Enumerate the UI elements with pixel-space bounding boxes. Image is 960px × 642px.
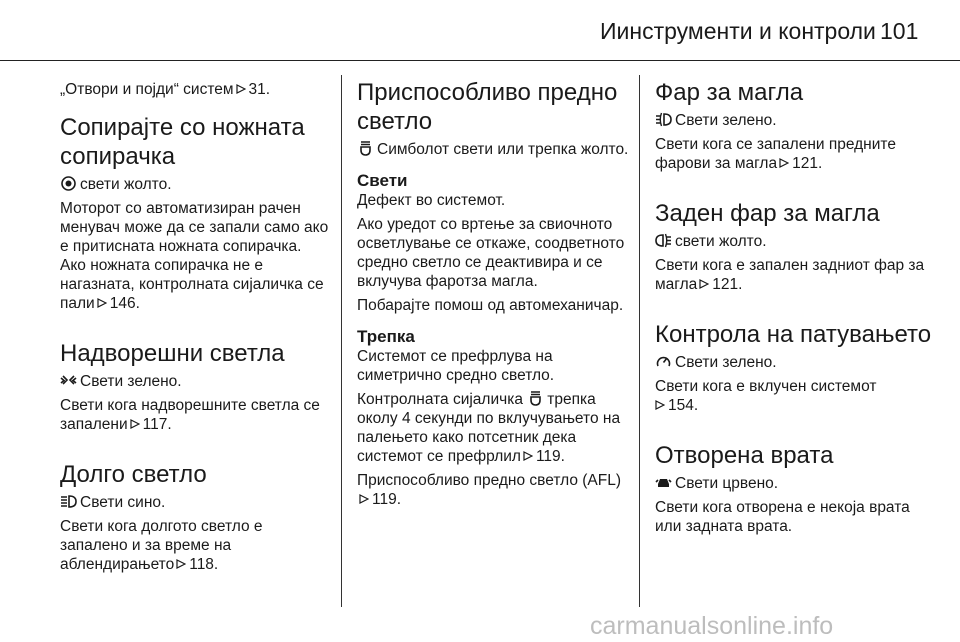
section-title: Долго светло [60, 461, 207, 488]
paragraph: Дефект во системот. [357, 192, 506, 209]
section-body: Моторот со автоматизиран рачен менувач може да се запали само ако е притисната ножната сопирачка. Ако ножната сопирачка не е нагазната, контролната сијаличка се пали 146. [60, 200, 329, 312]
section-title: Контрола на патувањето [655, 321, 932, 348]
section-title: Фар за магла [655, 79, 804, 106]
indicator-line: Свети црвено. [655, 474, 935, 493]
section-footbrake [60, 113, 330, 313]
front-fog-light-icon [655, 112, 672, 127]
indicator-line: Свети зелено. [655, 353, 935, 372]
section-rear-fog-light [655, 199, 935, 294]
door-open-icon [655, 475, 672, 490]
indicator-line: свети жолто. [655, 232, 935, 251]
section-body: Свети кога е запален задниот фар за магла 121. [655, 257, 925, 293]
watermark: carmanualsonline.info [590, 612, 834, 640]
section-body: Свети кога се запалени предните фарови за магла 121. [655, 136, 896, 172]
cross-reference-arrow-icon [523, 451, 533, 461]
section-fog-lights [655, 78, 935, 173]
adaptive-lighting-icon [357, 141, 374, 156]
cross-reference-arrow-icon [699, 279, 709, 289]
section-body: Свети кога отворена е некоја врата или задната врата. [655, 499, 910, 535]
section-title: Сопирајте со ножната сопирачка [60, 114, 305, 170]
adaptive-lighting-icon [527, 391, 544, 406]
exterior-lights-icon [60, 373, 77, 388]
section-door-open [655, 441, 935, 536]
column-divider [341, 75, 342, 607]
subsection-title: Свети [357, 171, 408, 190]
rear-fog-light-icon [655, 233, 672, 248]
section-title: Отворена врата [655, 442, 834, 469]
indicator-line: свети жолто. [60, 175, 330, 194]
section-body: Свети кога е вклучен системот 154. [655, 378, 877, 414]
section-body: Свети кога долгото светло е запалено и за време на аблендирањето 118. [60, 518, 263, 573]
section-title: Заден фар за магла [655, 200, 880, 227]
header-rule [0, 60, 960, 61]
column-divider [639, 75, 640, 607]
subsection-title: Трепка [357, 327, 415, 346]
section-title: Надворешни светла [60, 340, 285, 367]
section-cruise-control [655, 320, 935, 415]
cross-reference-arrow-icon [655, 400, 665, 410]
brake-pedal-icon [60, 176, 77, 191]
section-high-beam [60, 460, 330, 574]
cross-reference-arrow-icon [97, 298, 107, 308]
intro-line: „Отвори и појди“ систем 31. [60, 81, 271, 98]
section-title: Приспособливо предно светло [357, 79, 618, 135]
paragraph: Приспособливо предно светло (AFL)119. [357, 472, 621, 508]
cross-reference-arrow-icon [236, 84, 246, 94]
column-3 [655, 68, 935, 562]
indicator-line: Симболот свети или трепка жолто. [357, 140, 629, 159]
page-number: 101 [880, 18, 919, 44]
running-header-title: Иинструменти и контроли [600, 18, 876, 44]
section-exterior-lights [60, 339, 330, 434]
cross-reference-arrow-icon [779, 158, 789, 168]
paragraph: Контролната сијаличка трепка околу 4 секунди по вклучувањето на палењето како потсетник дека системот се префрлил 119. [357, 391, 621, 465]
indicator-line: Свети зелено. [60, 372, 330, 391]
cross-reference-arrow-icon [176, 559, 186, 569]
column-2 [357, 68, 629, 514]
paragraph: Побарајте помош од автомеханичар. [357, 297, 624, 314]
cross-reference-arrow-icon [359, 494, 369, 504]
cross-reference-arrow-icon [130, 419, 140, 429]
column-1 [60, 68, 330, 600]
high-beam-icon [60, 494, 77, 509]
indicator-line: Свети зелено. [655, 111, 935, 130]
cruise-control-icon [655, 354, 672, 369]
paragraph: Системот се префрлува на симетрично средно светло. [357, 348, 555, 384]
section-body: Свети кога надворешните светла се запалени 117. [60, 397, 320, 433]
paragraph: Ако уредот со вртење за свиочното осветлување се откаже, соодветното средно светло се деактивира и се вклучува фаротза магла. [357, 216, 625, 290]
indicator-line: Свети сино. [60, 493, 330, 512]
